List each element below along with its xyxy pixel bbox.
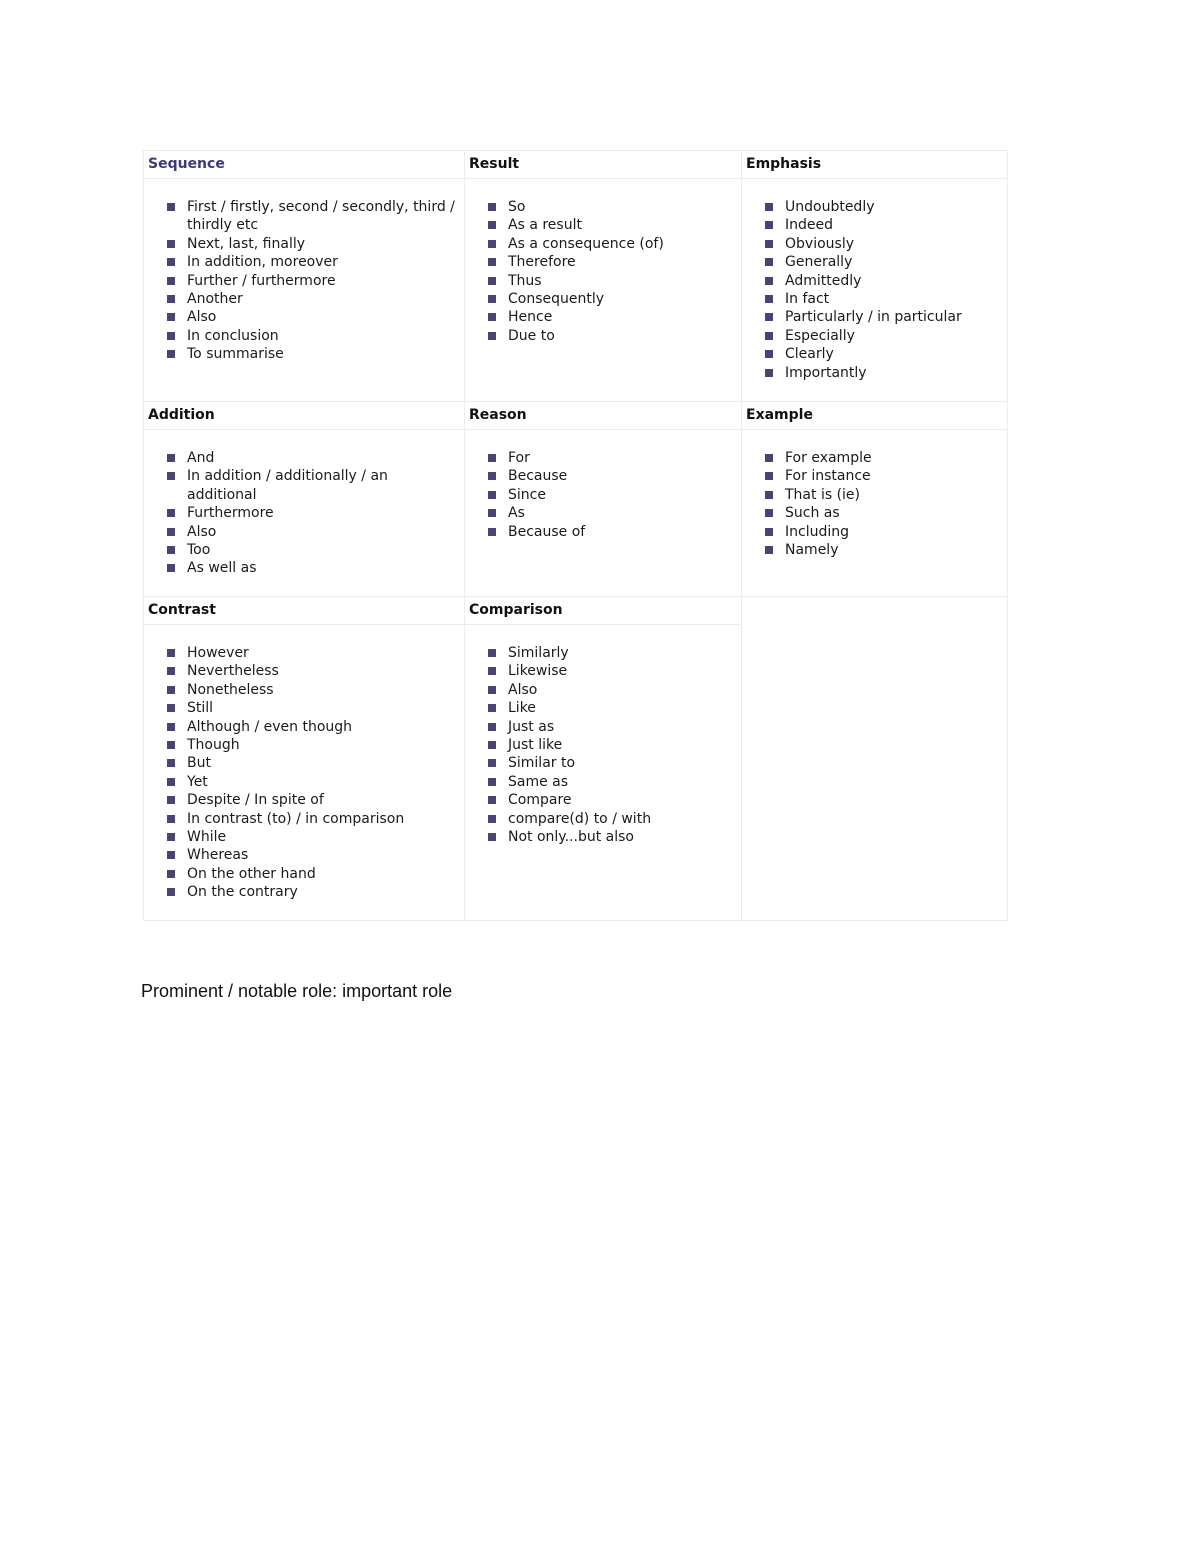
list-item: As well as [144,559,464,577]
heading-addition: Addition [144,402,465,430]
list-item: In addition, moreover [144,253,464,271]
heading-example: Example [742,402,1008,430]
reason-list [465,430,741,559]
list-item: Although / even though [144,718,464,736]
list-cell-example [742,430,1008,597]
list-item: Similarly [465,644,741,662]
list-item: Since [465,486,741,504]
note-text: Prominent / notable role: important role [141,981,453,1001]
list-item: Also [144,308,464,326]
list-item: In addition / additionally / an additional [144,467,464,504]
list-item: Namely [742,541,1007,559]
list-item: However [144,644,464,662]
list-item: As a result [465,216,741,234]
heading-contrast: Contrast [144,597,465,625]
list-cell-addition [144,430,465,597]
list-item: For instance [742,467,1007,485]
heading-sequence: Sequence [144,151,465,179]
heading-reason: Reason [465,402,742,430]
empty-cell [742,597,1008,921]
heading-row [144,597,1008,625]
contrast-list [144,625,464,920]
list-item: Therefore [465,253,741,271]
list-item: Just as [465,718,741,736]
list-item: Same as [465,773,741,791]
list-item: Next, last, finally [144,235,464,253]
list-item: On the other hand [144,865,464,883]
list-item: Hence [465,308,741,326]
list-item: Not only...but also [465,828,741,846]
list-cell-sequence [144,179,465,402]
list-item: Like [465,699,741,717]
list-item: While [144,828,464,846]
list-item: For [465,449,741,467]
list-item: Another [144,290,464,308]
list-item: So [465,198,741,216]
list-item: As [465,504,741,522]
list-item: Particularly / in particular [742,308,1007,326]
heading-result: Result [465,151,742,179]
list-item: Because [465,467,741,485]
list-item: Though [144,736,464,754]
emphasis-list [742,179,1007,400]
list-item: Whereas [144,846,464,864]
list-cell-comparison [465,625,742,921]
list-item: Also [465,681,741,699]
list-item: As a consequence (of) [465,235,741,253]
result-list [465,179,741,363]
list-item: Despite / In spite of [144,791,464,809]
list-item: Indeed [742,216,1007,234]
list-item: Due to [465,327,741,345]
list-item: Thus [465,272,741,290]
list-item: Too [144,541,464,559]
list-item: For example [742,449,1007,467]
list-item: In contrast (to) / in comparison [144,810,464,828]
heading-row [144,402,1008,430]
list-item: Compare [465,791,741,809]
list-item: Clearly [742,345,1007,363]
list-item: Undoubtedly [742,198,1007,216]
list-item: Yet [144,773,464,791]
list-item: On the contrary [144,883,464,901]
list-item: To summarise [144,345,464,363]
list-row [144,430,1008,597]
list-item: In conclusion [144,327,464,345]
list-item: Just like [465,736,741,754]
list-item: Nonetheless [144,681,464,699]
list-item: Likewise [465,662,741,680]
list-item: In fact [742,290,1007,308]
list-row [144,179,1008,402]
list-item: But [144,754,464,772]
list-item: Such as [742,504,1007,522]
list-item: Further / furthermore [144,272,464,290]
list-item: Obviously [742,235,1007,253]
example-list [742,430,1007,577]
list-item: And [144,449,464,467]
connectives-table-container [143,150,1007,921]
list-cell-contrast [144,625,465,921]
list-item: Including [742,523,1007,541]
heading-comparison: Comparison [465,597,742,625]
sequence-list [144,179,464,382]
list-cell-emphasis [742,179,1008,402]
list-item: That is (ie) [742,486,1007,504]
list-item: First / firstly, second / secondly, third / thirdly etc [144,198,464,235]
list-item: compare(d) to / with [465,810,741,828]
list-cell-result [465,179,742,402]
list-item: Especially [742,327,1007,345]
heading-emphasis: Emphasis [742,151,1008,179]
list-item: Admittedly [742,272,1007,290]
connectives-table [143,150,1008,921]
list-item: Also [144,523,464,541]
list-item: Still [144,699,464,717]
comparison-list [465,625,741,864]
list-item: Nevertheless [144,662,464,680]
list-item: Generally [742,253,1007,271]
heading-row [144,151,1008,179]
addition-list [144,430,464,596]
list-item: Because of [465,523,741,541]
list-item: Importantly [742,364,1007,382]
list-item: Consequently [465,290,741,308]
list-item: Similar to [465,754,741,772]
list-item: Furthermore [144,504,464,522]
list-cell-reason [465,430,742,597]
